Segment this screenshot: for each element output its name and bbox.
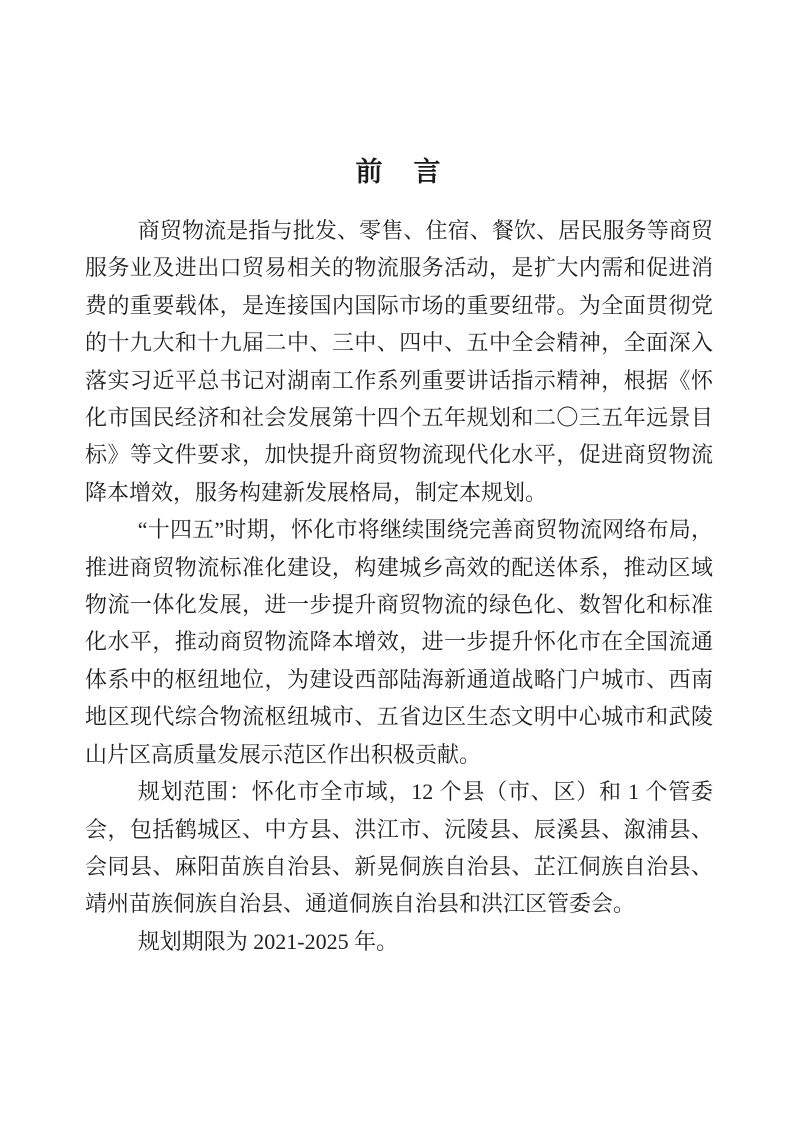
paragraph-plan-period-goals: “十四五”时期，怀化市将继续围绕完善商贸物流网络布局，推进商贸物流标准化建设，构建城乡高效的配送体系，推动区域物流一体化发展，进一步提升商贸物流的绿色化、数智化和标准化水平，推动商贸物流降本增效，进一步提升怀化市在全国流通体系中的枢纽地位，为建设西部陆海新通道战略门户城市、西南地区现代综合物流枢纽城市、五省边区生态文明中心城市和武陵山片区高质量发展示范区作出积极贡献。 — [85, 517, 713, 767]
paragraph-plan-scope: 规划范围：怀化市全市域，12 个县（市、区）和 1 个管委会，包括鹤城区、中方县、洪江市、沅陵县、辰溪县、溆浦县、会同县、麻阳苗族自治县、新晃侗族自治县、芷江侗族自治县、靖州苗族侗族自治县、通道侗族自治县和洪江区管委会。 — [85, 779, 713, 917]
paragraph-intro: 商贸物流是指与批发、零售、住宿、餐饮、居民服务等商贸服务业及进出口贸易相关的物流服务活动，是扩大内需和促进消费的重要载体，是连接国内国际市场的重要纽带。为全面贯彻党的十九大和十九届二中、三中、四中、五中全会精神，全面深入落实习近平总书记对湖南工作系列重要讲话指示精神，根据《怀化市国民经济和社会发展第十四个五年规划和二〇三五年远景目标》等文件要求，加快提升商贸物流现代化水平，促进商贸物流降本增效，服务构建新发展格局，制定本规划。 — [85, 218, 713, 505]
page-title: 前 言 — [355, 157, 443, 187]
paragraph-plan-timeframe: 规划期限为 2021-2025 年。 — [137, 928, 399, 954]
